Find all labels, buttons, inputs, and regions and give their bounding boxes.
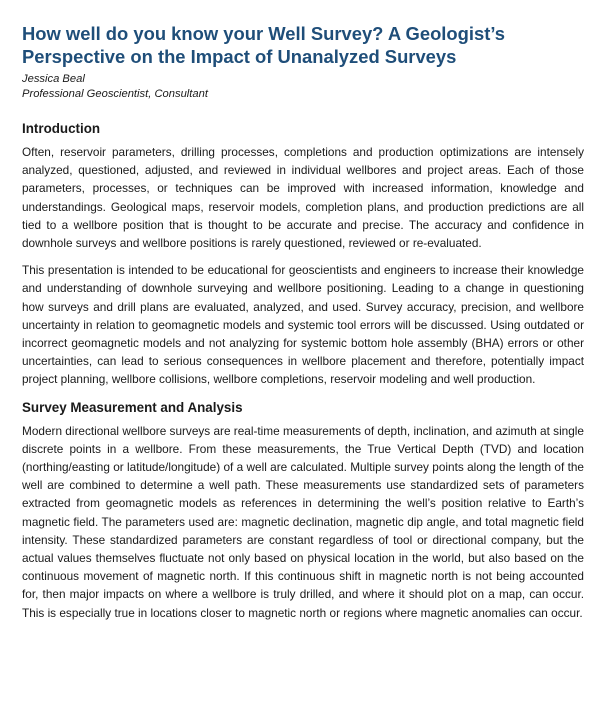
author-name: Jessica Beal: [22, 73, 85, 85]
section-heading: Introduction: [22, 121, 101, 136]
paragraph: Often, reservoir parameters, drilling processes, completions and production optimizations are intensely analyzed, questioned, adjusted, and reviewed in individual wellbores and project areas. Each of those parameters, processes, or techniques can be improved with increased information, knowledge and understandings. Geological maps, reservoir models, completion plans, and production predictions are all tied to a wellbore position that is thought to be accurate and precise. The accuracy and confidence in downhole surveys and wellbore positions is rarely questioned, reviewed or re-evaluated.: [22, 145, 584, 251]
author-affiliation: Professional Geoscientist, Consultant: [22, 88, 208, 100]
document-page: [22, 22, 584, 631]
paragraph: Modern directional wellbore surveys are real-time measurements of depth, inclination, and azimuth at single discrete points in a wellbore. From these measurements, the True Vertical Depth (TVD) and location (northing/easting or latitude/longitude) of a well are calculated. Multiple survey points along the length of the well are combined to determine a well path. These measurements use standardized sets of parameters extracted from geomagnetic models as references in determining the well’s position relative to Earth’s magnetic field. The parameters used are: magnetic declination, magnetic dip angle, and total magnetic field intensity. These standardized parameters are constant regardless of tool or directional company, but the actual values themselves fluctuate not only based on physical location in the world, but also based on the continuous movement of magnetic north. If this continuous shift in magnetic north is not being accounted for, then major impacts on where a wellbore is truly drilled, and where it should plot on a map, can occur. This is especially true in locations closer to magnetic north or regions where magnetic anomalies can occur.: [22, 423, 584, 620]
section-survey-measurement: [22, 399, 584, 622]
paragraph: This presentation is intended to be educational for geoscientists and engineers to increase their knowledge and understanding of downhole surveying and wellbore positioning. Leading to a change in questioning how surveys and drill plans are evaluated, analyzed, and used. Survey accuracy, precision, and wellbore uncertainty in relation to geomagnetic models and systemic tool errors will be discussed. Using outdated or incorrect geomagnetic models and not analyzing for systemic bottom hole assembly (BHA) errors or other uncertainties, can lead to serious consequences in wellbore placement and therefore, potentially impact project planning, wellbore collisions, wellbore completions, reservoir modeling and well production.: [22, 263, 584, 387]
section-heading: Survey Measurement and Analysis: [22, 399, 243, 415]
document-title: How well do you know your Well Survey? A Geologist’s Perspective on the Impact of Unanalyzed Surveys: [22, 23, 505, 67]
section-introduction: [22, 120, 584, 389]
